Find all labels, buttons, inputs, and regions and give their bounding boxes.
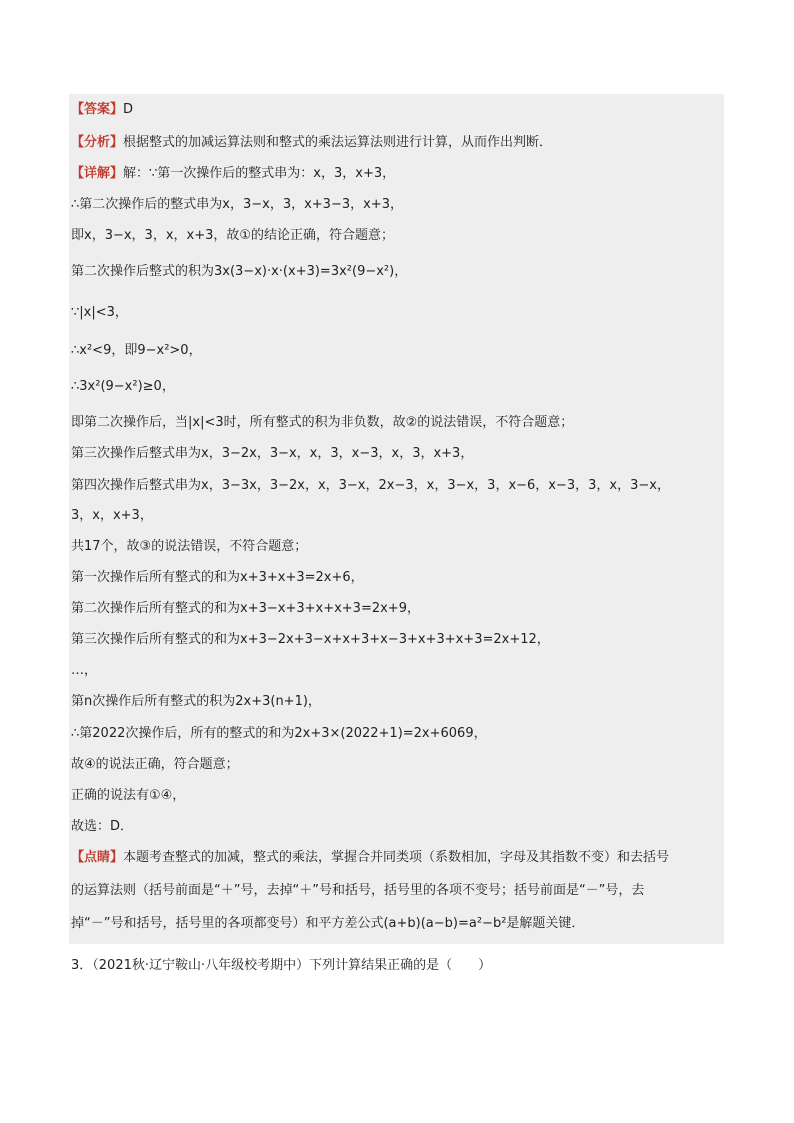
analysis-text: 根据整式的加减运算法则和整式的乘法运算法则进行计算，从而作出判断．: [123, 135, 553, 150]
comment-line-0: [71, 848, 669, 868]
answer-tag: 【答案】: [71, 102, 124, 117]
comment-tag: 【点睛】: [71, 850, 124, 865]
detail-line-16: 第n次操作后所有整式的积为2x+3(n+1)，: [71, 694, 321, 709]
detail-line-13: 第二次操作后所有整式的和为x+3−x+3+x+x+3=2x+9，: [71, 601, 420, 616]
comment-line-2: 掉“－”号和括号，括号里的各项都变号）和平方差公式(a+b)(a−b)=a²−b²是解题关键．: [71, 916, 585, 931]
detail-line-7: 即第二次操作后，当|x|<3时，所有整式的积为非负数，故②的说法错误，不符合题意；: [71, 415, 574, 430]
detail-text-0: 解：∵第一次操作后的整式串为：x，3，x+3，: [123, 166, 396, 181]
analysis-line: [71, 133, 552, 153]
detail-line-8: 第三次操作后整式串为x，3−2x，3−x，x，3，x−3，x，3，x+3，: [71, 446, 474, 461]
detail-line-12: 第一次操作后所有整式的和为x+3+x+3=2x+6，: [71, 570, 364, 585]
analysis-tag: 【分析】: [71, 135, 124, 150]
answer-panel: [69, 94, 724, 944]
detail-line-1: ∴第二次操作后的整式串为x，3−x，3，x+3−3，x+3，: [71, 197, 403, 212]
detail-line-10: 3，x，x+3，: [71, 508, 153, 523]
detail-line-5: ∴x²<9，即9−x²>0，: [71, 343, 202, 358]
detail-line-0: [71, 164, 395, 184]
detail-line-11: 共17个，故③的说法错误，不符合题意；: [71, 539, 308, 554]
detail-line-19: 正确的说法有①④，: [71, 788, 186, 803]
detail-line-9: 第四次操作后整式串为x，3−3x，3−2x，x，3−x，2x−3，x，3−x，3，x−6，x−3，3，x，3−x，: [71, 478, 670, 493]
detail-line-6: ∴3x²(9−x²)≥0，: [71, 379, 175, 394]
detail-line-3: 第二次操作后整式的积为3x(3−x)·x·(x+3)=3x²(9−x²)，: [71, 264, 408, 279]
detail-tag: 【详解】: [71, 166, 124, 181]
detail-line-18: 故④的说法正确，符合题意；: [71, 757, 239, 772]
comment-text-0: 本题考查整式的加减，整式的乘法，掌握合并同类项（系数相加，字母及其指数不变）和去括号: [123, 850, 670, 865]
detail-line-14: 第三次操作后所有整式的和为x+3−2x+3−x+x+3+x−3+x+3+x+3=2x+12，: [71, 632, 550, 647]
detail-line-15: …，: [71, 663, 98, 678]
next-question: 3．（2021秋·辽宁鞍山·八年级校考期中）下列计算结果正确的是（ ）: [71, 958, 492, 973]
answer-value: D: [123, 102, 134, 117]
answer-line: [71, 100, 133, 120]
detail-line-17: ∴第2022次操作后，所有的整式的和为2x+3×(2022+1)=2x+6069，: [71, 726, 487, 741]
detail-line-4: ∵|x|<3，: [71, 305, 128, 320]
detail-line-2: 即x，3−x，3，x，x+3，故①的结论正确，符合题意；: [71, 228, 395, 243]
detail-line-20: 故选：D．: [71, 819, 134, 834]
comment-line-1: 的运算法则（括号前面是“＋”号，去掉“＋”号和括号，括号里的各项不变号；括号前面是“－”号，去: [71, 883, 645, 898]
